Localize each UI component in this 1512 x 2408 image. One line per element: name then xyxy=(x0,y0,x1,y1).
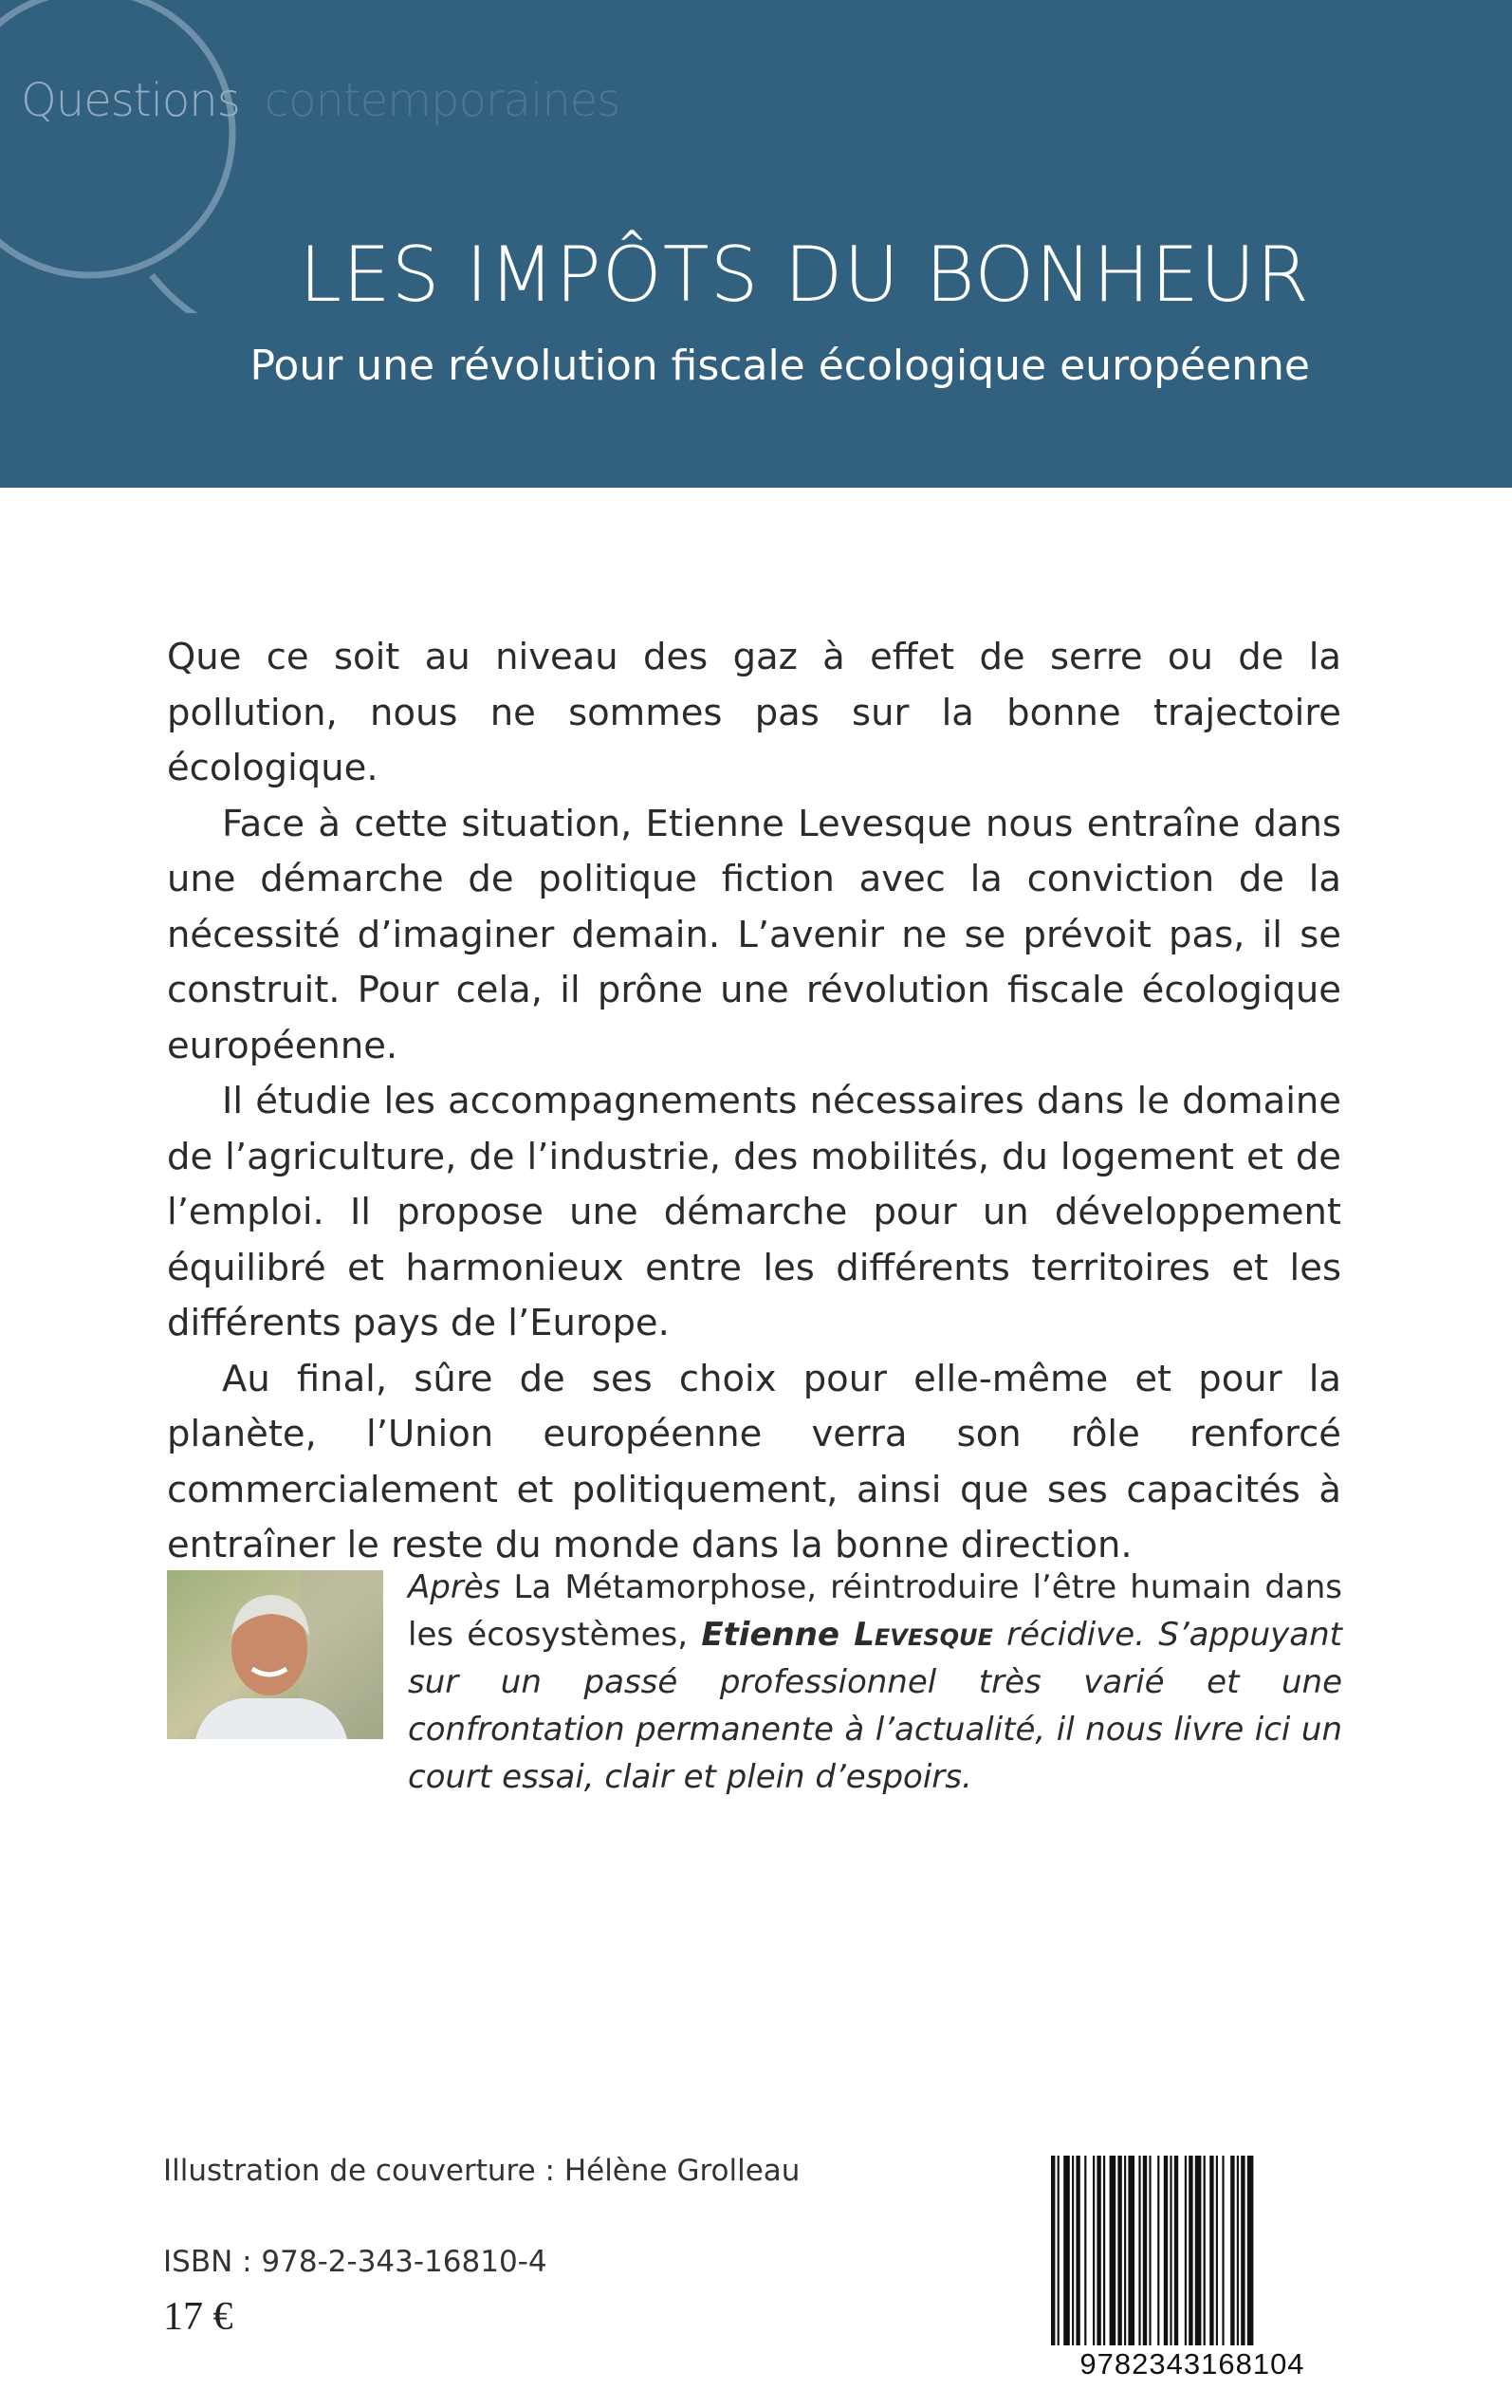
summary-paragraph-3: Il étudie les accompagnements nécessaires dans le domaine de l’agriculture, de l’industrie, des mobilités, du logement et de l’emploi. Il propose une démarche pour un développement équilibré et harmonieux entre les différents territoires et les différents pays de l’Europe. xyxy=(167,1080,1341,1344)
summary-paragraph-1: Que ce soit au niveau des gaz à effet de serre ou de la pollution, nous ne sommes pas sur la bonne trajectoire écologique. xyxy=(167,636,1341,789)
q-logo-icon xyxy=(0,0,285,313)
previous-book-title: La Métamorphose, réintroduire l’être humain dans les écosystèmes, xyxy=(408,1568,1342,1654)
barcode-icon xyxy=(1047,2156,1337,2362)
barcode-number: 9782343168104 xyxy=(1047,2345,1337,2383)
author-bio xyxy=(408,1564,1342,1801)
series-name xyxy=(21,74,619,127)
series-word-2: contemporaines xyxy=(264,74,620,127)
book-title: LES IMPÔTS DU BONHEUR xyxy=(299,231,1310,319)
series-word-1: Questions xyxy=(21,74,240,127)
book-subtitle: Pour une révolution fiscale écologique européenne xyxy=(249,342,1310,390)
bio-lead: Après xyxy=(408,1568,501,1606)
isbn: ISBN : 978-2-343-16810-4 xyxy=(163,2245,547,2279)
summary-paragraph-2: Face à cette situation, Etienne Levesque nous entraîne dans une démarche de politique fiction avec la conviction de la nécessité d’imaginer demain. L’avenir ne se prévoit pas, il se construit. Pour cela, il prône une révolution fiscale écologique européenne. xyxy=(167,802,1341,1067)
author-name xyxy=(701,1616,993,1654)
summary-paragraph-4: Au final, sûre de ses choix pour elle-même et pour la planète, l’Union européenne verra son rôle renforcé commercialement et politiquement, ainsi que ses capacités à entraîner le reste du monde dans la bonne direction. xyxy=(167,1357,1341,1566)
cover-header xyxy=(0,0,1512,488)
author-photo xyxy=(167,1570,383,1739)
book-summary xyxy=(167,630,1341,1574)
price: 17 € xyxy=(163,2295,233,2339)
bio-rest: récidive. S’appuyant sur un passé professionnel très varié et une confrontation permanente à l’actualité, il nous livre ici un court essai, clair et plein d’espoirs. xyxy=(408,1616,1343,1796)
author-last-name: Levesque xyxy=(854,1616,993,1654)
author-first-name: Etienne xyxy=(701,1616,839,1654)
illustration-credit: Illustration de couverture : Hélène Grolleau xyxy=(163,2154,801,2188)
